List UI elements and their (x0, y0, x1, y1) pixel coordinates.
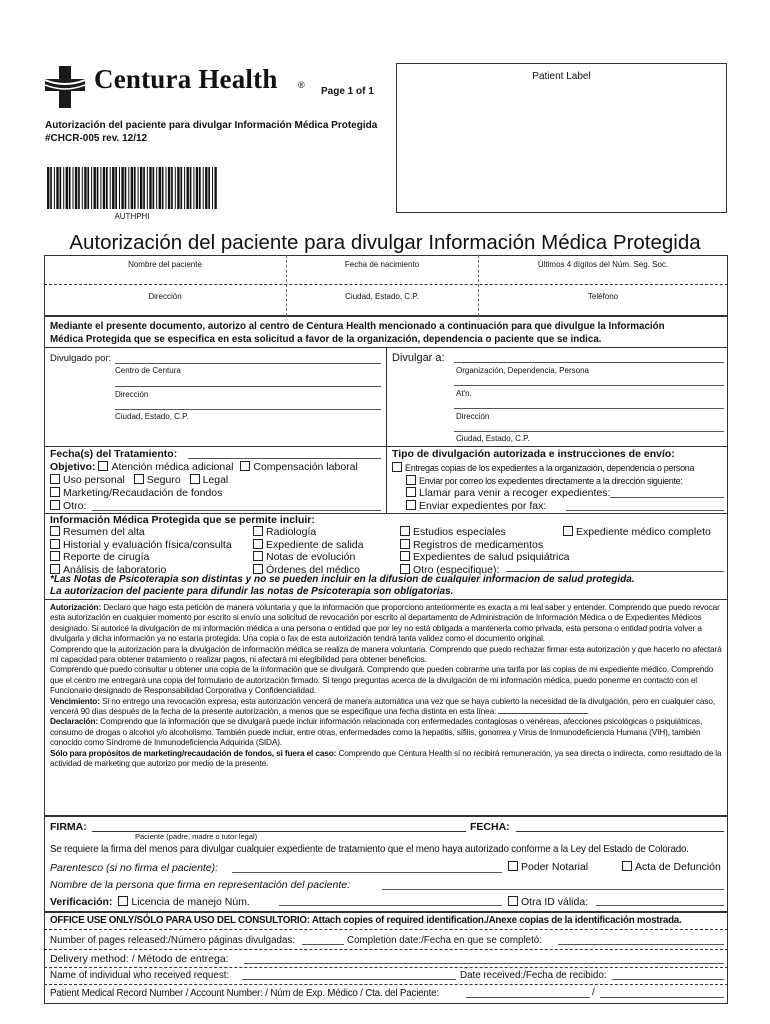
barcode-bar (56, 167, 58, 209)
signature-date-field[interactable] (516, 831, 724, 832)
barcode-bar (119, 167, 120, 209)
received-by-field[interactable] (242, 979, 456, 980)
delivery-title: Tipo de divulgación autorizada e instrucciones de envío: (392, 448, 675, 460)
checkbox-pickup[interactable] (406, 487, 416, 497)
checkbox-mail-records[interactable] (406, 475, 416, 485)
barcode-bar (140, 167, 142, 209)
delivery-method-label: Delivery method: / Método de entrega: (50, 953, 229, 965)
declaration-text: Comprendo que la información que se divulgará puede incluir información relacionada con enfermedades contagiosas o venéreas, afecciones psicológicas o psiquiátricas, consumo de drogas o alcohol y/o alcoholismo. También puede incluir, entre otras, enfermedades como la hepatitis, sífilis, gonorrea y Virus de Inmunodeficiencia Humana (VIH), también conocido como Síndrome de Inmunodeficiencia Adquirida (SIDA). (50, 716, 703, 748)
c1-label: Análisis de laboratorio (63, 563, 167, 576)
copy-paragraph: Comprendo que puedo consultar u obtener una copia de la información que se divulgará. Comprendo que pueden cobrarme una tarifa por las copias de mi expediente médico. Comprendo que el centro me entregará una copia del formulario de autorización firmado. Si tengo preguntas acerca de la divulgación de mi información médica, puedo ponerme en contacto con el Funcionario designado de Responsabilidad Corporativa y Confidencialidad. (50, 664, 714, 696)
patient-city-field[interactable]: Ciudad, Estado, C.P. (345, 292, 419, 301)
marketing-paragraph-label: Sólo para propósitos de marketing/recaudación de fondos, si fuera el caso: (50, 747, 337, 758)
barcode-bar (131, 167, 133, 209)
barcode-bar (208, 167, 210, 209)
delivery-opt3-row (406, 487, 610, 499)
disclose-to-city[interactable]: Ciudad, Estado, C.P. (456, 434, 530, 443)
form-title-line1: Autorización del paciente para divulgar Información Médica Protegida (45, 120, 378, 131)
phi-complete-row (563, 526, 711, 538)
office-use-title: OFFICE USE ONLY/SÓLO PARA USO DEL CONSULTORIO: Attach copies of required identification./Anexe copias de la identificación mostrada. (50, 915, 682, 926)
barcode-bar (84, 167, 86, 209)
barcode-bar (166, 167, 167, 209)
treatment-dates-label: Fecha(s) del Tratamiento: (50, 448, 178, 460)
barcode-bar (78, 167, 80, 209)
death-certificate-label: Acta de Defunción (635, 861, 721, 873)
barcode-bar (153, 167, 155, 209)
representative-name-label: Nombre de la persona que firma en representación del paciente: (50, 879, 351, 891)
checkbox-power-of-attorney[interactable] (508, 861, 518, 871)
phi-column-3 (400, 526, 569, 576)
pickup-label: Llamar para venir a recoger expedientes: (419, 487, 611, 499)
minor-note: Se requiere la firma del menos para divulgar cualquier expediente de tratamiento que el meno haya autorizado conforme a la Ley del Estado de Colorado. (50, 844, 689, 855)
pages-released-label: Number of pages released:/Número páginas divulgadas: (50, 935, 296, 946)
declaration-paragraph (50, 716, 726, 747)
voluntary-paragraph: Comprendo que la autorización para la divulgación de información médica se realiza de manera voluntaria. Comprendo que puedo rechazar firmar esta autorización y que hacerlo no afectará mi capacidad para obtener tratamiento o realizar pagos, ni afectará mi elegibilidad para obtener beneficios. (50, 643, 722, 665)
patient-name-field[interactable]: Nombre del paciente (128, 260, 202, 269)
barcode-bar (168, 167, 170, 209)
barcode-bar (190, 167, 192, 209)
death-cert-row (622, 861, 721, 873)
checkbox-legal[interactable] (190, 474, 200, 484)
checkbox-c3-1[interactable] (400, 539, 410, 549)
barcode-bar (50, 167, 52, 209)
disclosed-by-city[interactable]: Ciudad, Estado, C.P. (115, 412, 189, 421)
ssn-field[interactable]: Últimos 4 dígitos del Núm. Seg. Soc. (537, 260, 669, 269)
checkbox-death-certificate[interactable] (622, 861, 632, 871)
checkbox-workers-comp[interactable] (240, 461, 250, 471)
verification-label: Verificación: (50, 896, 113, 908)
registered-mark: ® (298, 80, 305, 90)
drivers-license-label: Licencia de manejo Núm. (131, 896, 250, 908)
verification-row (50, 896, 250, 908)
barcode-bar (134, 167, 136, 209)
mrn-slash: / (592, 987, 595, 998)
expiration-paragraph (50, 696, 726, 717)
barcode-bar (175, 167, 176, 209)
purpose-row3 (50, 487, 222, 499)
pages-released-field[interactable] (302, 944, 344, 945)
intro-line1: Mediante el presente documento, autorizo al centro de Centura Health mencionado a continuación para que divulgue la Información (50, 321, 665, 332)
date-label: FECHA: (470, 821, 510, 833)
expiration-date-field[interactable] (498, 713, 588, 714)
other-id-field[interactable] (596, 905, 724, 906)
further-care-label: Atención médica adicional (111, 461, 234, 473)
barcode-bar (125, 167, 127, 209)
barcode-bar (199, 167, 201, 209)
c3-label: Expedientes de salud psiquiátrica (413, 551, 570, 563)
c2-label: Expediente de salida (266, 538, 364, 551)
workers-comp-label: Compensación laboral (253, 461, 358, 473)
checkbox-c1-0[interactable] (50, 526, 60, 536)
phi-column-1 (50, 526, 232, 576)
fax-label: Enviar expedientes por fax: (419, 500, 547, 512)
barcode-bar (66, 167, 68, 209)
disclosed-by-label: Divulgado por: (50, 353, 112, 364)
checkbox-c3-2[interactable] (400, 551, 410, 561)
barcode-bar (180, 167, 182, 209)
c2-item (253, 551, 364, 564)
c1-label: Historial y evaluación física/consulta (63, 538, 232, 551)
barcode-bar (54, 167, 55, 209)
barcode-bar (214, 167, 216, 209)
barcode-bar (82, 167, 83, 209)
authorization-label: Autorización: (50, 602, 102, 612)
barcode-bar (100, 167, 101, 209)
barcode-bar (212, 167, 213, 209)
psychotherapy-note-2: La autorizacion del paciente para difundir las notas de Psicoterapia son obligatorias. (50, 586, 454, 597)
barcode-bar (106, 167, 108, 209)
barcode-bar (91, 167, 92, 209)
license-number-field[interactable] (279, 905, 502, 906)
c1-label: Resumen del alta (63, 526, 145, 538)
checkbox-insurance[interactable] (134, 474, 144, 484)
c3-item (400, 551, 569, 564)
barcode-bar (115, 167, 117, 209)
marketing-paragraph-text: Comprendo que Centura Health sí no recibirá remuneración, ya sea directa o indirecta, como resultado de la actividad de marketing que autorizo por medio de la presente. (50, 747, 722, 769)
received-by-label: Name of individual who received request: (50, 970, 230, 981)
checkbox-other-purpose[interactable] (50, 500, 60, 510)
checkbox-c1-2[interactable] (50, 551, 60, 561)
checkbox-personal-use[interactable] (50, 474, 60, 484)
relationship-field[interactable] (232, 872, 502, 873)
checkbox-c3-3[interactable] (400, 564, 410, 574)
page-of: Page 1 of 1 (321, 86, 374, 97)
checkbox-c3-0[interactable] (400, 526, 410, 536)
disclose-to-attn[interactable]: At'n. (456, 389, 472, 398)
delivery-opt1-row (392, 462, 694, 473)
intro-text (50, 320, 726, 346)
barcode-bar (162, 167, 164, 209)
c3-label: Registros de medicamentos (413, 538, 544, 551)
disclosed-by-center[interactable]: Centro de Centura (115, 366, 181, 375)
c2-item (253, 526, 364, 539)
phi-title: Información Médica Protegida que se permite incluir: (50, 514, 315, 526)
barcode-bar (63, 167, 64, 209)
patient-label-box[interactable] (396, 63, 727, 213)
c2-label: Notas de evolución (266, 551, 356, 563)
checkbox-c2-1[interactable] (253, 539, 263, 549)
deliver-copies-label: Entregas copias de los expedientes a la organización, dependencia o persona (405, 463, 695, 473)
c3-item (400, 526, 569, 539)
legal-label: Legal (202, 474, 229, 486)
c1-item (50, 539, 232, 552)
checkbox-deliver-copies[interactable] (392, 462, 402, 472)
delivery-opt2-row (406, 475, 683, 486)
barcode-bar (121, 167, 123, 209)
disclosed-by-address[interactable]: Dirección (115, 390, 149, 399)
barcode-bar (147, 167, 148, 209)
other-id-label: Otra ID válida: (521, 896, 589, 908)
patient-label-caption: Patient Label (532, 71, 591, 82)
barcode-bar (187, 167, 189, 209)
checkbox-drivers-license[interactable] (118, 896, 128, 906)
barcode-bar (193, 167, 194, 209)
mail-records-label: Enviar por correo los expedientes directamente a la dirección siguiente: (419, 476, 683, 486)
expiration-text: Si no entrego una revocación expresa, esta autorización vencerá de manera automática una vez que se haya cubierto la necesidad de la divulgación, pero en cualquier caso, vencerá 90 días después de la fecha de la presente autorización, a menos que se especifique una fecha distinta en esta línea: (50, 695, 715, 717)
mrn-field[interactable] (466, 997, 590, 998)
date-received-label: Date received:/Fecha de recibido: (460, 970, 607, 981)
checkbox-complete-record[interactable] (563, 526, 573, 536)
dob-field[interactable]: Fecha de nacimiento (344, 260, 420, 269)
c2-label: Órdenes del médico (266, 563, 360, 576)
signature-label: FIRMA: (50, 821, 87, 833)
centura-cross-logo (45, 66, 85, 108)
checkbox-other-id[interactable] (508, 896, 518, 906)
checkbox-c1-1[interactable] (50, 539, 60, 549)
barcode-bar (149, 167, 151, 209)
barcode-bar (47, 167, 49, 209)
psychotherapy-note-1: *Las Notas de Psicoterapia son distintas y no se pueden incluir en la difusion de cualquier informacion de salud protegida. (50, 574, 635, 585)
declaration-label: Declaración: (50, 716, 99, 727)
brand-name: Centura Health (94, 64, 278, 94)
expiration-label: Vencimiento: (50, 695, 100, 706)
date-received-field[interactable] (612, 979, 724, 980)
c2-label: Radiología (266, 526, 317, 538)
barcode-bar (171, 167, 173, 209)
barcode-caption: AUTHPHI (114, 212, 150, 221)
other-purpose-label: Otro: (63, 500, 87, 512)
account-number-field[interactable] (600, 997, 724, 998)
barcode-bar (73, 167, 74, 209)
power-of-attorney-label: Poder Notarial (521, 861, 589, 873)
barcode-bar (97, 167, 99, 209)
marketing-paragraph (50, 748, 726, 769)
delivery-opt4-row (406, 500, 546, 512)
form-title (45, 119, 377, 145)
delivery-method-field[interactable] (244, 963, 724, 964)
authorization-paragraph (50, 602, 726, 644)
checkbox-c1-3[interactable] (50, 564, 60, 574)
barcode-bar (177, 167, 179, 209)
barcode-bar (94, 167, 96, 209)
disclose-to-label: Divulgar a: (392, 352, 445, 364)
c3-label: Otro (especifique): (413, 563, 500, 576)
completion-date-label: Completion date:/Fecha en que se completó: (347, 935, 542, 946)
checkbox-marketing[interactable] (50, 487, 60, 497)
legal-text (50, 602, 726, 769)
c1-item (50, 551, 232, 564)
barcode-bar (110, 167, 111, 209)
barcode-bar (60, 167, 62, 209)
c3-item (400, 539, 569, 552)
checkbox-fax[interactable] (406, 500, 416, 510)
purpose-row2 (50, 474, 228, 486)
barcode-bar (138, 167, 139, 209)
insurance-label: Seguro (146, 474, 181, 486)
barcode (47, 167, 217, 209)
completion-date-field[interactable] (558, 944, 724, 945)
representative-name-field[interactable] (382, 889, 724, 890)
c2-item (253, 539, 364, 552)
other-id-row (508, 896, 588, 908)
marketing-label: Marketing/Recaudación de fondos (63, 487, 223, 499)
patient-address-field[interactable]: Dirección (148, 292, 182, 301)
page-title: Autorización del paciente para divulgar Información Médica Protegida (69, 231, 701, 254)
signature-caption: Paciente (padre, madre o tutor legal) (135, 832, 258, 841)
form-number: #CHCR-005 rev. 12/12 (45, 133, 148, 144)
purpose-label: Objetivo: (50, 461, 96, 473)
phi-column-2 (253, 526, 364, 576)
checkbox-c2-3[interactable] (253, 564, 263, 574)
poa-row (508, 861, 588, 873)
barcode-bar (103, 167, 105, 209)
patient-phone-field[interactable]: Teléfono (587, 292, 619, 301)
barcode-bar (203, 167, 204, 209)
checkbox-c2-2[interactable] (253, 551, 263, 561)
purpose-row (50, 461, 358, 473)
barcode-bar (205, 167, 207, 209)
checkbox-c2-0[interactable] (253, 526, 263, 536)
personal-use-label: Uso personal (63, 474, 125, 486)
barcode-bar (75, 167, 77, 209)
disclose-to-address[interactable]: Dirección (456, 412, 490, 421)
mrn-label: Patient Medical Record Number / Account Number: / Núm de Exp. Médico / Cta. del Paciente: (50, 988, 439, 999)
barcode-bar (128, 167, 129, 209)
barcode-bar (196, 167, 198, 209)
checkbox-further-care[interactable] (98, 461, 108, 471)
barcode-bar (184, 167, 185, 209)
relationship-label: Parentesco (si no firma el paciente): (50, 862, 219, 874)
c1-label: Reporte de cirugía (63, 551, 150, 563)
barcode-bar (112, 167, 114, 209)
c3-label: Estudios especiales (413, 526, 506, 538)
complete-record-label: Expediente médico completo (576, 526, 711, 538)
authorization-text: Declaro que hago esta petición de manera voluntaria y que la información que proporciono anteriormente es exacta a mi leal saber y entender. Comprendo que puedo revocar esta autorización en cualquier momento por escrito si envío una solicitud de revocación por escrito al departamento de Administración de Información Médica o de Expedientes Médicos designado. Si autoricé la divulgación de mi información médica a una persona o entidad que por ley no está obligada a mantenerla como privada, esta persona o entidad podría volver a divulgarla y dicha información ya no estaría protegida. Una copia o fax de esta autorización tendrá tanta validez como el documento original. (50, 602, 720, 644)
c1-item (50, 526, 232, 539)
barcode-bar (159, 167, 161, 209)
intro-line2: Médica Protegida que se especifica en esta solicitud a favor de la organización, dependencia o paciente que se indica. (50, 334, 602, 345)
disclose-to-org[interactable]: Organización, Dependencia, Persona (456, 366, 589, 375)
barcode-bar (143, 167, 145, 209)
purpose-row4 (50, 500, 86, 512)
barcode-bar (69, 167, 71, 209)
barcode-bar (87, 167, 89, 209)
barcode-bar (156, 167, 157, 209)
